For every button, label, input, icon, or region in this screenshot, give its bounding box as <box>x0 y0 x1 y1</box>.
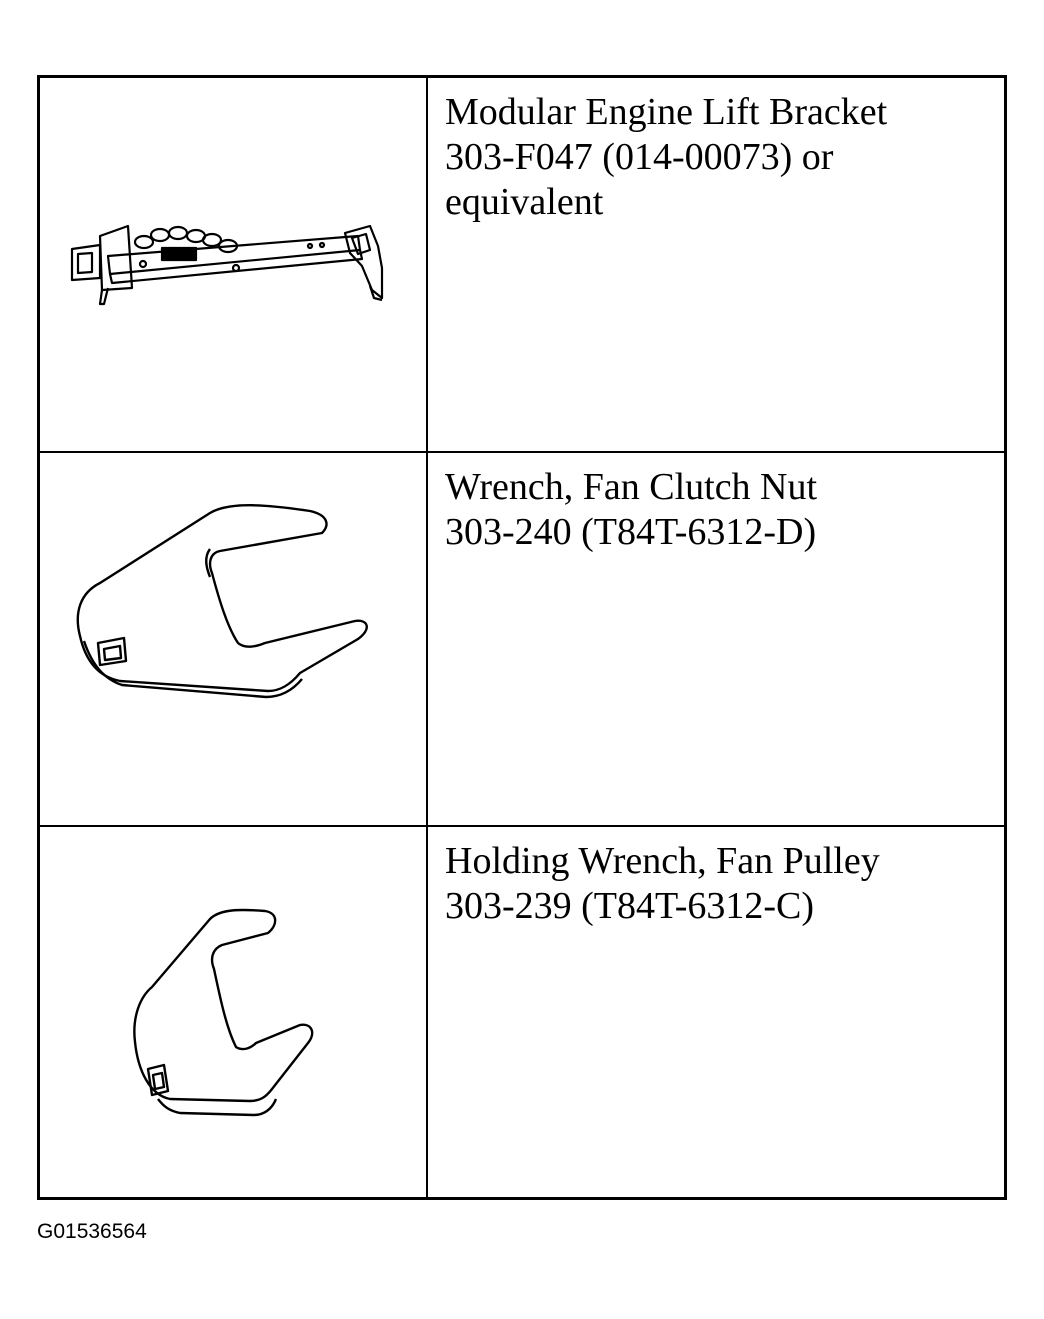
tool-image-cell <box>40 453 428 826</box>
engine-lift-bracket-icon <box>40 78 426 451</box>
tool-description <box>445 839 995 929</box>
tool-part-number: 303-240 (T84T-6312-D) <box>445 511 817 553</box>
tool-name: Wrench, Fan Clutch Nut <box>445 466 818 508</box>
fan-pulley-holding-wrench-icon <box>40 827 426 1202</box>
tool-description <box>445 90 995 225</box>
tool-row-fan-clutch-wrench <box>40 451 1004 826</box>
tool-row-lift-bracket <box>40 78 1004 451</box>
figure-id: G01536564 <box>37 1220 147 1243</box>
tool-row-fan-pulley-wrench <box>40 825 1004 1200</box>
tool-name: Modular Engine Lift Bracket <box>445 91 888 133</box>
tool-note: equivalent <box>445 181 604 223</box>
tool-image-cell <box>40 78 428 451</box>
fan-clutch-wrench-icon <box>40 453 426 824</box>
tool-image-cell <box>40 827 428 1200</box>
tool-name: Holding Wrench, Fan Pulley <box>445 840 880 882</box>
special-tools-table <box>37 75 1007 1200</box>
tool-description <box>445 465 995 555</box>
tool-part-number: 303-239 (T84T-6312-C) <box>445 885 815 927</box>
tool-part-number: 303-F047 (014-00073) or <box>445 136 834 178</box>
